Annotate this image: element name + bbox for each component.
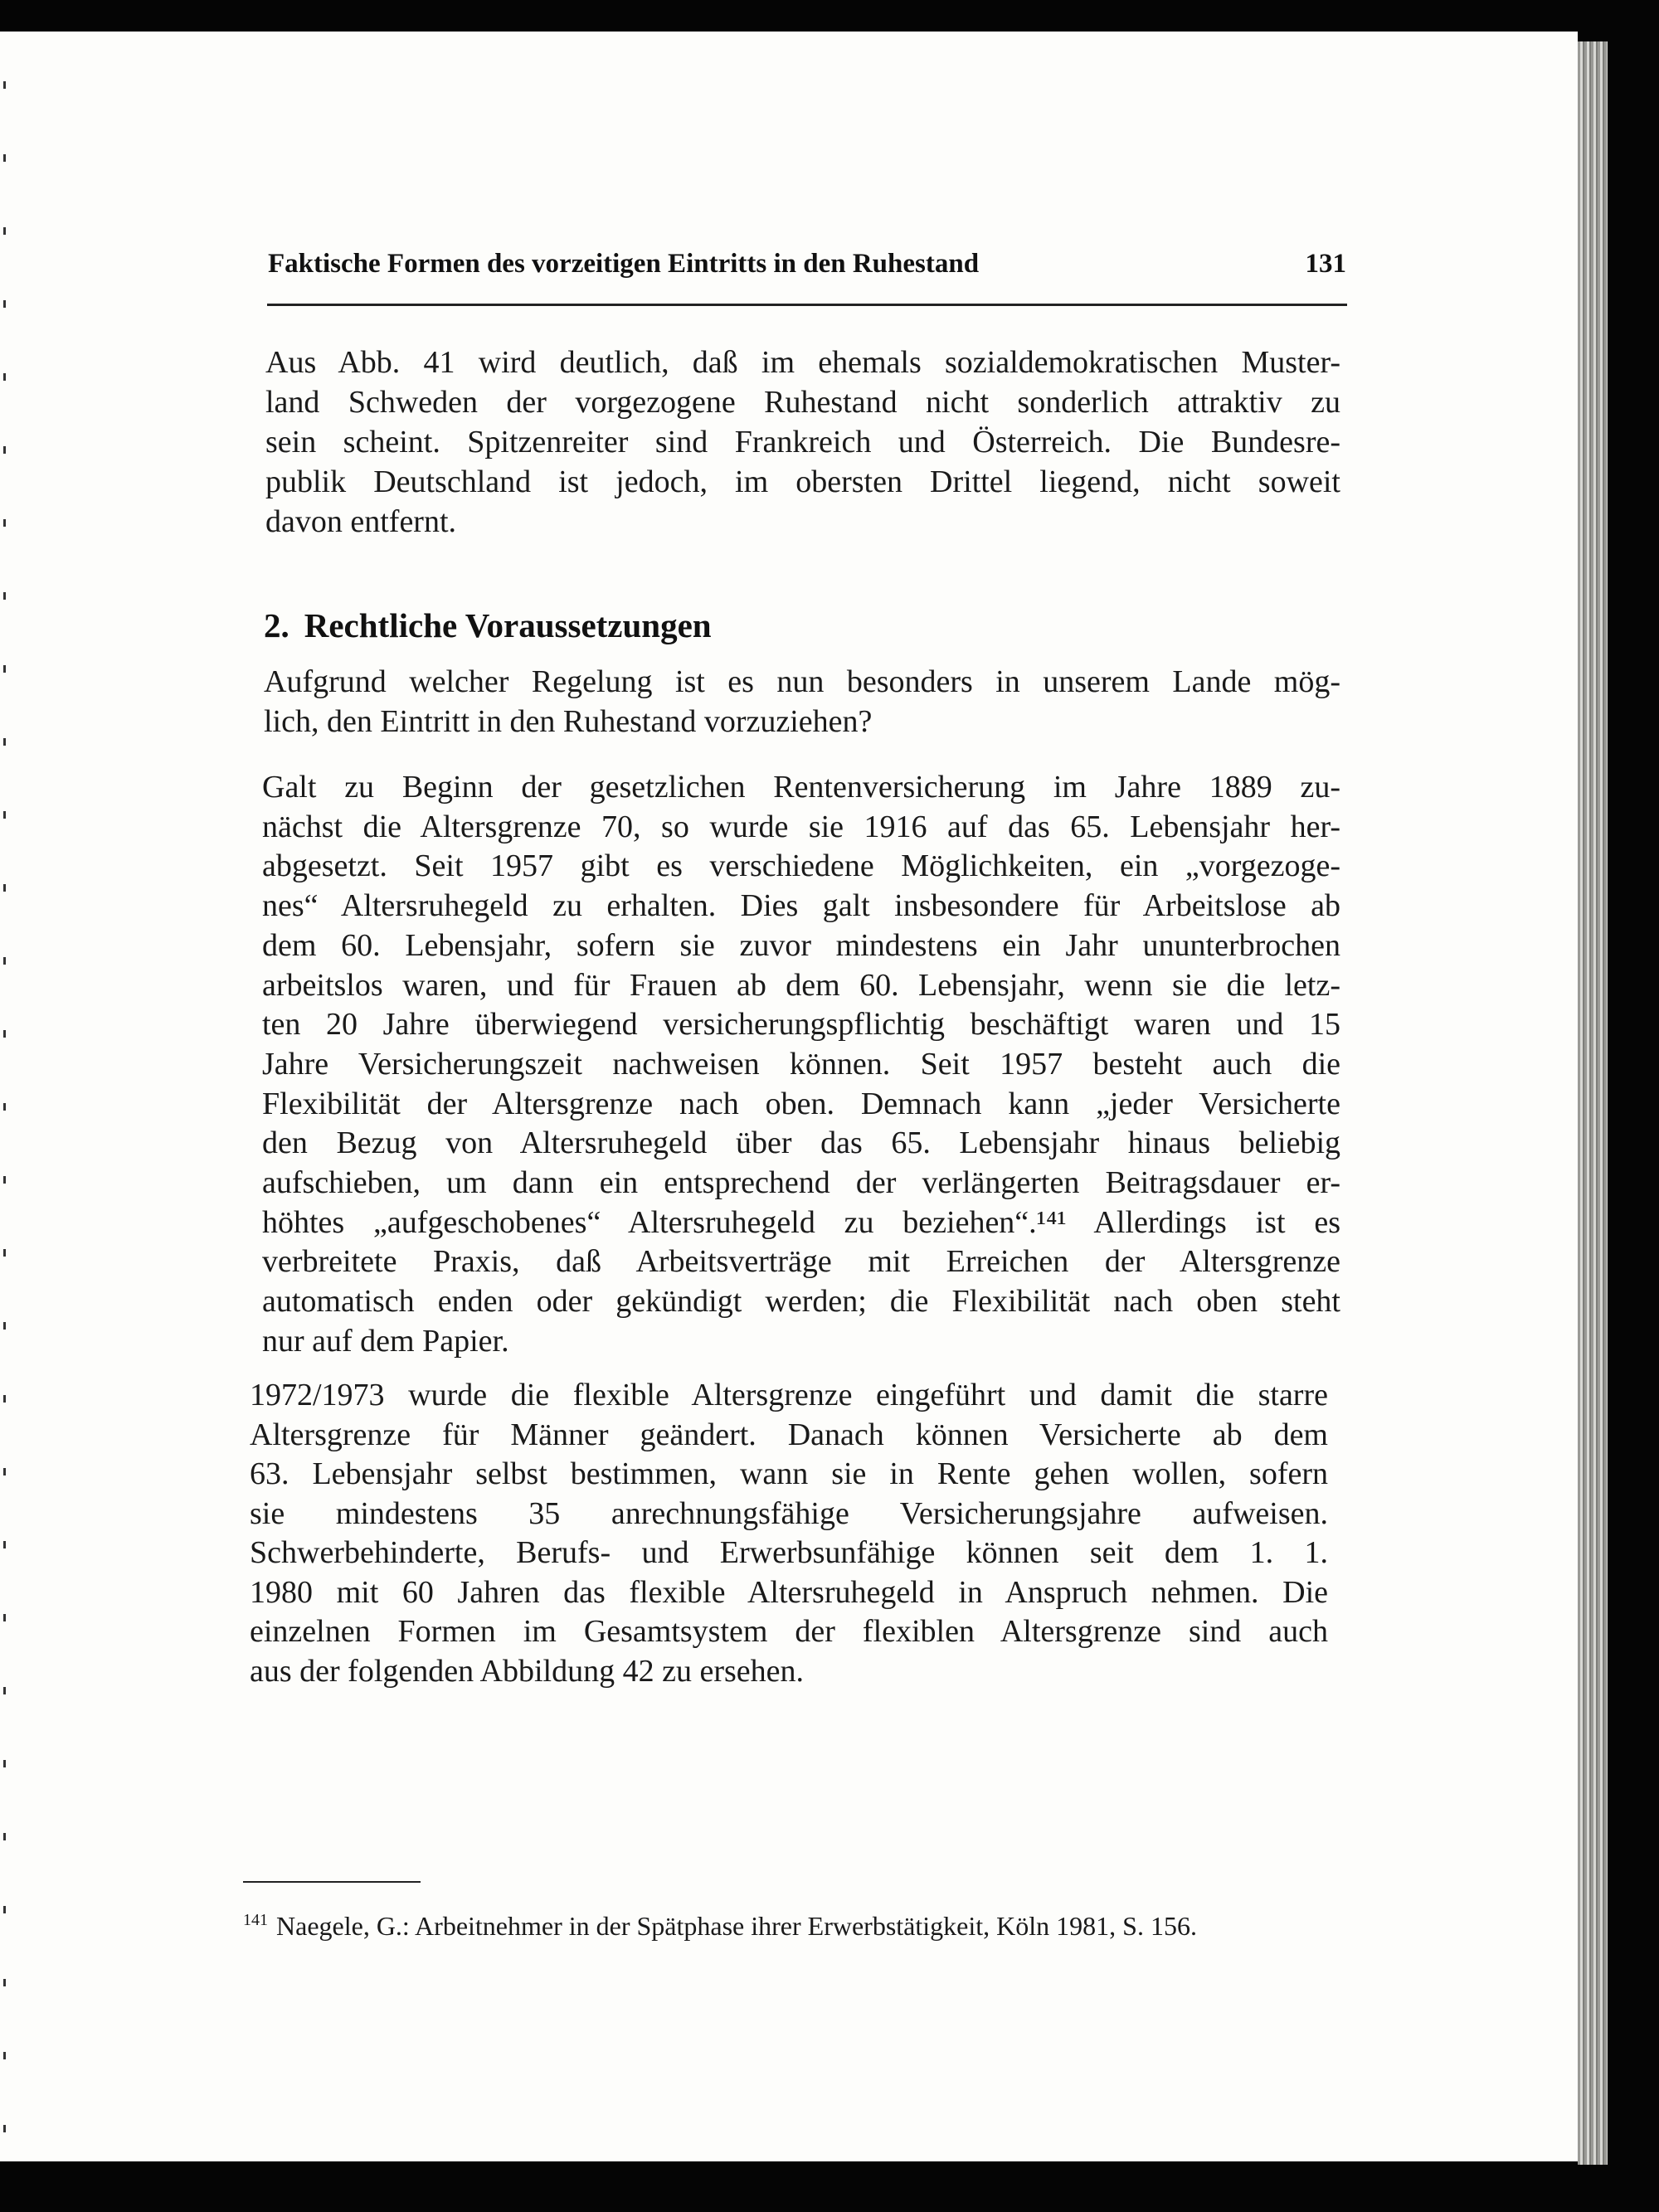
gutter-mark	[3, 1103, 6, 1111]
paragraph-3-line: ten 20 Jahre überwiegend versicherungspflichtig beschäftigt waren und 15	[262, 1007, 1340, 1043]
paragraph-1-line: davon entfernt.	[265, 504, 457, 539]
gutter-mark	[3, 1760, 6, 1767]
header-rule	[267, 304, 1347, 306]
paragraph-4-line: 1980 mit 60 Jahren das flexible Altersruhegeld in Anspruch nehmen. Die	[250, 1574, 1328, 1610]
gutter-mark	[3, 1322, 6, 1330]
paragraph-4-line: sie mindestens 35 anrechnungsfähige Versicherungsjahre aufweisen.	[250, 1495, 1328, 1531]
gutter-mark	[3, 1395, 6, 1403]
gutter-mark	[3, 1541, 6, 1548]
paragraph-3-line: automatisch enden oder gekündigt werden; die Flexibilität nach oben steht	[262, 1284, 1340, 1320]
paragraph-3-line: verbreitete Praxis, daß Arbeitsverträge mit Erreichen der Altersgrenze	[262, 1244, 1340, 1280]
paragraph-4-line: Altersgrenze für Männer geändert. Danach können Versicherte ab dem	[250, 1417, 1328, 1452]
paragraph-1-line: sein scheint. Spitzenreiter sind Frankreich und Österreich. Die Bundesre-	[265, 425, 1340, 459]
running-header-title: Faktische Formen des vorzeitigen Eintritts in den Ruhestand	[268, 249, 980, 279]
footnote-number: 141	[243, 1911, 268, 1929]
book-page	[0, 32, 1578, 2161]
paragraph-3-line: Flexibilität der Altersgrenze nach oben. Demnach kann „jeder Versicherte	[262, 1086, 1340, 1121]
footnote-rule	[243, 1881, 421, 1883]
paragraph-4-line: Schwerbehinderte, Berufs- und Erwerbsunfähige können seit dem 1. 1.	[250, 1535, 1328, 1570]
gutter-mark	[3, 227, 6, 235]
paragraph-1-line: publik Deutschland ist jedoch, im obersten Drittel liegend, nicht soweit	[265, 464, 1340, 499]
gutter-mark	[3, 81, 6, 89]
gutter-mark	[3, 738, 6, 746]
gutter-mark	[3, 300, 6, 308]
gutter-mark	[3, 1614, 6, 1621]
footnote-text: Naegele, G.: Arbeitnehmer in der Spätphase ihrer Erwerbstätigkeit, Köln 1981, S. 156.	[276, 1911, 1197, 1941]
section-heading	[264, 605, 712, 645]
paragraph-4-line: 1972/1973 wurde die flexible Altersgrenze eingeführt und damit die starre	[250, 1378, 1328, 1412]
paragraph-2-line: lich, den Eintritt in den Ruhestand vorzuziehen?	[264, 704, 873, 739]
gutter-mark	[3, 811, 6, 819]
gutter-mark	[3, 1030, 6, 1038]
section-number: 2.	[264, 606, 289, 644]
gutter-mark	[3, 1249, 6, 1257]
gutter-mark	[3, 592, 6, 600]
paragraph-3-line: nächst die Altersgrenze 70, so wurde sie 1916 auf das 65. Lebensjahr her-	[262, 809, 1340, 844]
page-edges	[1578, 41, 1608, 2165]
gutter-mark	[3, 519, 6, 527]
paragraph-1-line: land Schweden der vorgezogene Ruhestand nicht sonderlich attraktiv zu	[265, 385, 1340, 420]
gutter-mark	[3, 2125, 6, 2132]
gutter-mark	[3, 1979, 6, 1986]
paragraph-3-line: den Bezug von Altersruhegeld über das 65. Lebensjahr hinaus beliebig	[262, 1125, 1340, 1161]
paragraph-3-line: höhtes „aufgeschobenes“ Altersruhegeld zu beziehen“.¹⁴¹ Allerdings ist es	[262, 1204, 1340, 1240]
paragraph-3-line: aufschieben, um dann ein entsprechend der verlängerten Beitragsdauer er-	[262, 1165, 1340, 1200]
gutter-mark	[3, 1906, 6, 1913]
paragraph-3-line: nes“ Altersruhegeld zu erhalten. Dies galt insbesondere für Arbeitslose ab	[262, 888, 1340, 924]
gutter-mark	[3, 957, 6, 965]
paragraph-3-line: arbeitslos waren, und für Frauen ab dem 60. Lebensjahr, wenn sie die letz-	[262, 967, 1340, 1003]
running-header	[268, 249, 1346, 280]
page-number: 131	[1305, 249, 1346, 279]
gutter-mark	[3, 1687, 6, 1694]
gutter-mark	[3, 2052, 6, 2059]
paragraph-3-line: Jahre Versicherungszeit nachweisen können. Seit 1957 besteht auch die	[262, 1046, 1340, 1082]
section-title: Rechtliche Voraussetzungen	[304, 606, 712, 644]
paragraph-3-line: abgesetzt. Seit 1957 gibt es verschiedene Möglichkeiten, ein „vorgezoge-	[262, 848, 1340, 884]
gutter-mark	[3, 446, 6, 454]
gutter-mark	[3, 154, 6, 162]
footnote	[243, 1911, 1197, 1942]
paragraph-4-line: einzelnen Formen im Gesamtsystem der flexiblen Altersgrenze sind auch	[250, 1614, 1328, 1649]
paragraph-1-line: Aus Abb. 41 wird deutlich, daß im ehemals sozialdemokratischen Muster-	[265, 345, 1340, 380]
paragraph-3-line: Galt zu Beginn der gesetzlichen Rentenversicherung im Jahre 1889 zu-	[262, 770, 1340, 805]
gutter-mark	[3, 1468, 6, 1475]
paragraph-4-line: 63. Lebensjahr selbst bestimmen, wann sie in Rente gehen wollen, sofern	[250, 1456, 1328, 1491]
gutter-mark	[3, 1176, 6, 1184]
paragraph-4-line: aus der folgenden Abbildung 42 zu ersehen.	[250, 1653, 804, 1689]
gutter-mark	[3, 665, 6, 673]
gutter-mark	[3, 373, 6, 381]
gutter-mark	[3, 1833, 6, 1840]
paragraph-3-line: nur auf dem Papier.	[262, 1323, 509, 1359]
gutter-mark	[3, 884, 6, 892]
paragraph-3-line: dem 60. Lebensjahr, sofern sie zuvor mindestens ein Jahr ununterbrochen	[262, 927, 1340, 963]
paragraph-2-line: Aufgrund welcher Regelung ist es nun besonders in unserem Lande mög-	[264, 664, 1340, 699]
